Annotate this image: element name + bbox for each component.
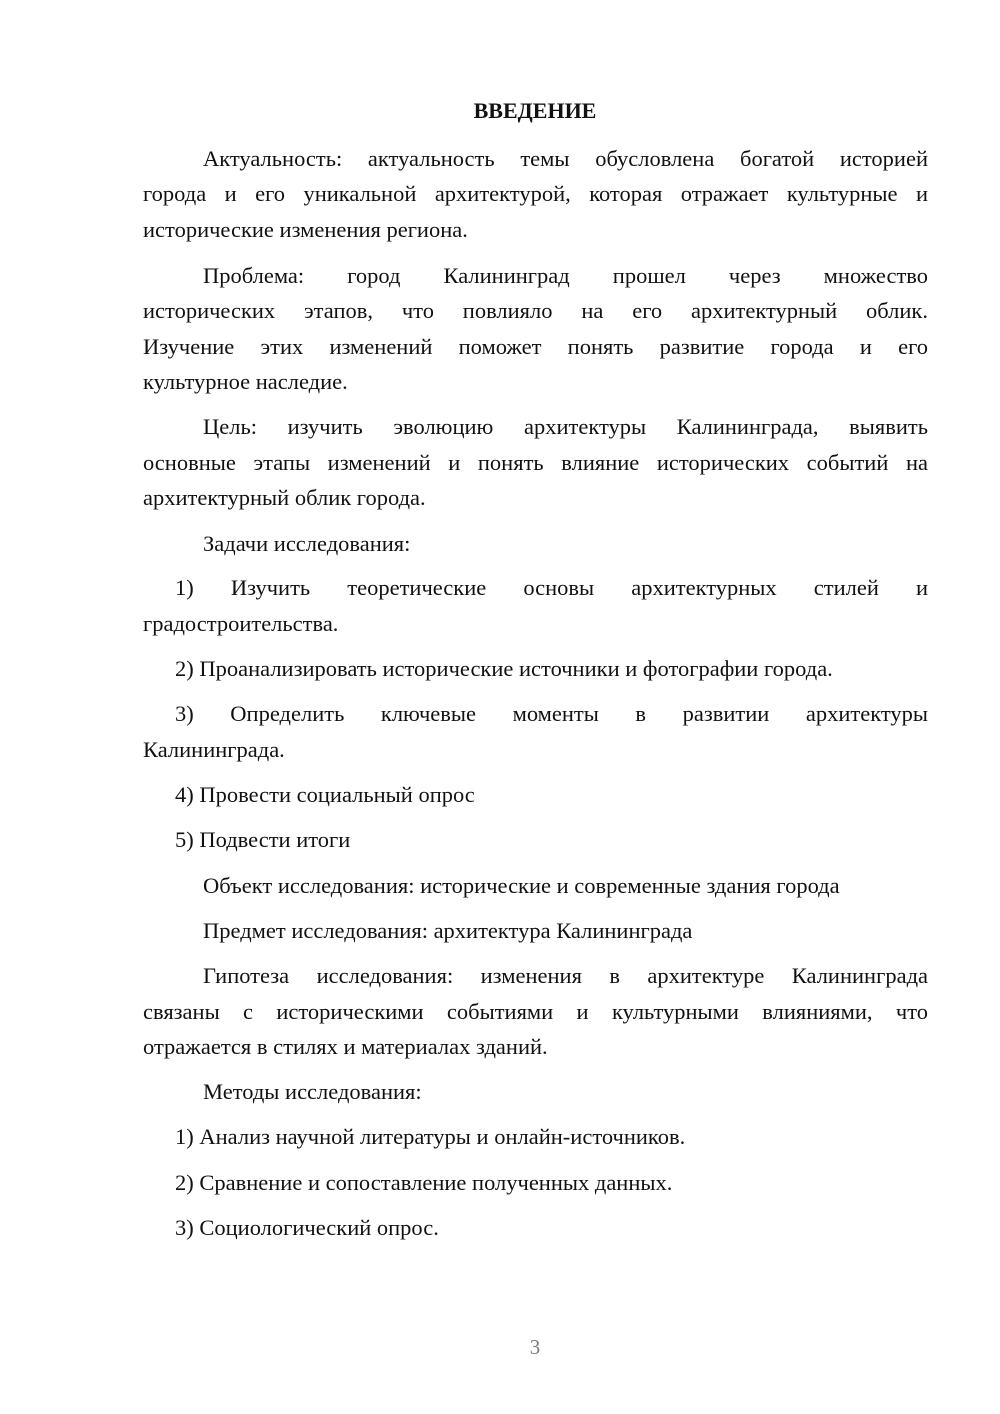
goal-line-1: Цель: изучить эволюцию архитектуры Калининграда, выявить xyxy=(203,414,928,439)
problem-line-1: Проблема: город Калининград прошел через множество xyxy=(203,263,928,288)
relevance-line-2: города и его уникальной архитектурой, которая отражает культурные и xyxy=(143,181,928,206)
method-2: 2) Сравнение и сопоставление полученных данных. xyxy=(175,1170,673,1195)
task-2: 2) Проанализировать исторические источники и фотографии города. xyxy=(175,656,833,681)
methods-title: Методы исследования: xyxy=(203,1079,422,1104)
method-1: 1) Анализ научной литературы и онлайн-источников. xyxy=(175,1124,686,1149)
hypothesis-line-2: связаны с историческими событиями и культурными влияниями, что xyxy=(143,999,928,1024)
problem-line-4: культурное наследие. xyxy=(143,369,348,394)
hypothesis-line-3: отражается в стилях и материалах зданий. xyxy=(143,1034,548,1059)
section-heading: ВВЕДЕНИЕ xyxy=(473,98,597,123)
task-4: 4) Провести социальный опрос xyxy=(175,782,475,807)
page-number: 3 xyxy=(529,1335,541,1359)
relevance-line-3: исторические изменения региона. xyxy=(143,217,468,242)
goal-line-2: основные этапы изменений и понять влияние исторических событий на xyxy=(143,450,928,475)
task-3-line-2: Калининграда. xyxy=(143,737,285,762)
task-1-line-2: градостроительства. xyxy=(143,611,339,636)
relevance-line-1: Актуальность: актуальность темы обусловлена богатой историей xyxy=(203,146,928,171)
task-1-line-1: 1) Изучить теоретические основы архитектурных стилей и xyxy=(175,575,928,600)
task-5: 5) Подвести итоги xyxy=(175,827,351,852)
research-object: Объект исследования: исторические и современные здания города xyxy=(203,873,840,898)
hypothesis-line-1: Гипотеза исследования: изменения в архитектуре Калининграда xyxy=(203,963,928,988)
tasks-title: Задачи исследования: xyxy=(203,531,411,556)
problem-line-2: исторических этапов, что повлияло на его архитектурный облик. xyxy=(143,298,928,323)
method-3: 3) Социологический опрос. xyxy=(175,1215,439,1240)
problem-line-3: Изучение этих изменений поможет понять развитие города и его xyxy=(143,334,928,359)
task-3-line-1: 3) Определить ключевые моменты в развитии архитектуры xyxy=(175,701,928,726)
research-subject: Предмет исследования: архитектура Калининграда xyxy=(203,918,693,943)
goal-line-3: архитектурный облик города. xyxy=(143,485,426,510)
